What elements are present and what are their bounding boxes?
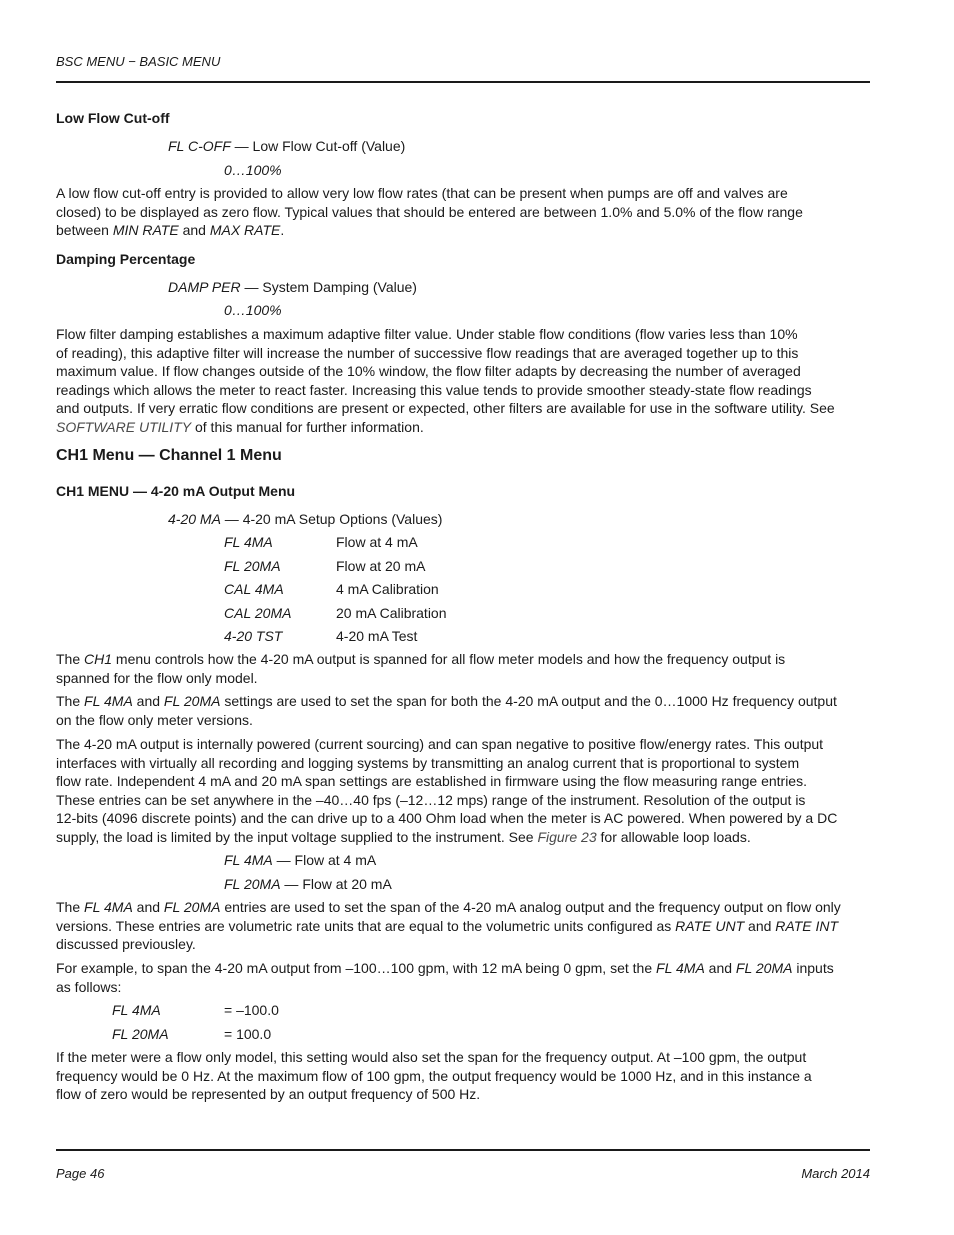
option-row xyxy=(224,557,624,581)
option-code: FL 20MA xyxy=(224,876,281,892)
text-run: for allowable loop loads. xyxy=(596,828,751,845)
example-code: FL 4MA xyxy=(112,1002,161,1018)
low-flow-paragraph xyxy=(56,184,872,240)
option-code: FL 20MA xyxy=(224,557,281,574)
text-line xyxy=(56,917,872,936)
software-utility-link[interactable]: SOFTWARE UTILITY xyxy=(56,418,192,435)
option-row xyxy=(224,533,624,557)
option-code: FL 4MA xyxy=(224,534,273,550)
option-line-damp-per xyxy=(168,278,417,297)
text-line: as follows: xyxy=(56,978,122,995)
option-desc: Flow at 4 mA xyxy=(336,534,418,550)
text-line xyxy=(56,418,872,437)
header-rule xyxy=(56,81,870,83)
term-fl-20ma: FL 20MA xyxy=(163,899,221,915)
option-table xyxy=(224,533,624,651)
section-heading-ch1: CH1 Menu — Channel 1 Menu xyxy=(56,447,282,464)
option-code: 4-20 TST xyxy=(224,628,283,644)
text-run: and xyxy=(744,917,776,934)
ch1-paragraph-1 xyxy=(56,650,872,687)
term-fl-4ma: FL 4MA xyxy=(656,960,705,976)
option-desc: — System Damping (Value) xyxy=(240,279,417,295)
term-fl-20ma: FL 20MA xyxy=(163,693,221,709)
text-line: interfaces with virtually all recording and logging systems by transmitting an analog current that is proportional to system xyxy=(56,754,800,771)
text-line: frequency would be 0 Hz. At the maximum flow of 100 gpm, the output frequency would be 1000 Hz, and in this instance a xyxy=(56,1067,812,1084)
text-run: The xyxy=(56,651,85,667)
text-line xyxy=(56,828,872,847)
text-run: and xyxy=(132,693,164,709)
text-line: These entries can be set anywhere in the –40…40 fps (–12…12 mps) range of the instrument. Resolution of the output is xyxy=(56,791,806,808)
term-min-rate: MIN RATE xyxy=(112,222,179,239)
text-line: flow rate. Independent 4 mA and 20 mA span settings are established in firmware using the flow measuring range entries. xyxy=(56,773,807,790)
text-line: The 4-20 mA output is internally powered (current sourcing) and can span negative to positive flow/energy rates. This output xyxy=(56,736,824,752)
option-range: 0…100% xyxy=(224,302,282,318)
text-run: . xyxy=(280,222,285,239)
option-code: CAL 20MA xyxy=(224,604,292,621)
term-fl-4ma: FL 4MA xyxy=(84,693,133,709)
option-desc: 4 mA Calibration xyxy=(336,581,439,597)
text-line xyxy=(56,692,872,711)
option-desc: — 4-20 mA Setup Options (Values) xyxy=(220,511,443,527)
page-number: Page 46 xyxy=(56,1166,105,1181)
flow-def-4ma xyxy=(224,851,376,870)
text-line: closed) to be displayed as zero flow. Typical values that should be entered are between 1.0% and 5.0% of the flow range xyxy=(56,203,803,220)
text-line xyxy=(56,898,872,917)
term-max-rate: MAX RATE xyxy=(209,222,281,239)
text-run: versions. These entries are volumetric rate units that are equal to the volumetric units configured as xyxy=(56,917,676,934)
option-code: FL C-OFF xyxy=(168,138,231,154)
text-line: spanned for the flow only model. xyxy=(56,669,258,686)
term-fl-4ma: FL 4MA xyxy=(84,899,133,915)
example-table xyxy=(112,1001,412,1048)
text-line xyxy=(56,959,872,978)
ch1-paragraph-2 xyxy=(56,692,872,729)
subheading-ch1-output: CH1 MENU — 4-20 mA Output Menu xyxy=(56,483,296,499)
text-run: The xyxy=(56,693,85,709)
text-line: 12-bits (4096 discrete points) and the can drive up to a 400 Ohm load when the meter is AC powered. When powered by a DC xyxy=(56,810,838,827)
text-run: settings are used to set the span for both the 4-20 mA output and the 0…1000 Hz frequency output xyxy=(220,693,837,709)
text-line: If the meter were a flow only model, this setting would also set the span for the frequency output. At –100 gpm, the output xyxy=(56,1049,807,1065)
term-rate-unt: RATE UNT xyxy=(675,917,745,934)
option-desc: 4-20 mA Test xyxy=(336,628,418,644)
option-code: 4-20 MA xyxy=(168,511,221,527)
text-run: The xyxy=(56,899,85,915)
running-header: BSC MENU − BASIC MENU xyxy=(56,54,221,69)
example-value: = –100.0 xyxy=(224,1002,279,1018)
term-ch1: CH1 xyxy=(84,651,113,667)
text-line: A low flow cut-off entry is provided to allow very low flow rates (that can be present when pumps are off and valves are xyxy=(56,185,788,201)
text-run: supply, the load is limited by the input voltage supplied to the instrument. See xyxy=(56,828,538,845)
option-row xyxy=(224,580,624,604)
text-line: of reading), this adaptive filter will increase the number of successive flow readings that are averaged together up to this xyxy=(56,344,799,361)
text-run: entries are used to set the span of the 4-20 mA analog output and the frequency output on flow only xyxy=(220,899,841,915)
text-line: flow of zero would be represented by an output frequency of 500 Hz. xyxy=(56,1086,481,1103)
footer-rule xyxy=(56,1149,870,1151)
figure-23-link[interactable]: Figure 23 xyxy=(537,828,597,845)
example-code: FL 20MA xyxy=(112,1025,169,1042)
option-code: FL 4MA xyxy=(224,852,273,868)
option-line-fl-c-off xyxy=(168,137,405,156)
option-code: DAMP PER xyxy=(168,279,241,295)
text-run: For example, to span the 4-20 mA output from –100…100 gpm, with 12 mA being 0 gpm, set the xyxy=(56,960,657,976)
text-run: inputs xyxy=(792,960,834,976)
option-code: CAL 4MA xyxy=(224,581,284,597)
text-line: Flow filter damping establishes a maximum adaptive filter value. Under stable flow conditions (flow varies less than 10% xyxy=(56,326,798,342)
footer-date: March 2014 xyxy=(801,1166,870,1181)
option-line-4-20-ma xyxy=(168,510,442,529)
text-run: and xyxy=(132,899,164,915)
option-desc: — Low Flow Cut-off (Value) xyxy=(230,138,406,154)
text-line: discussed previousley. xyxy=(56,936,196,953)
text-line: on the flow only meter versions. xyxy=(56,711,253,728)
ch1-paragraph-5 xyxy=(56,959,872,996)
text-run: menu controls how the 4-20 mA output is spanned for all flow meter models and how the frequency output is xyxy=(112,651,786,667)
text-line: maximum value. If flow changes outside of the 10% window, the flow filter adapts by decreasing the number of averaged xyxy=(56,363,801,380)
term-rate-int: RATE INT xyxy=(775,917,839,934)
option-range: 0…100% xyxy=(224,162,282,178)
option-desc: — Flow at 20 mA xyxy=(280,876,392,892)
flow-def-20ma xyxy=(224,875,392,894)
ch1-paragraph-3 xyxy=(56,735,872,847)
section-heading-low-flow: Low Flow Cut-off xyxy=(56,110,170,126)
option-row xyxy=(224,604,624,628)
text-run: between xyxy=(56,222,113,239)
term-fl-20ma: FL 20MA xyxy=(735,960,793,976)
example-row xyxy=(112,1001,412,1025)
text-line xyxy=(56,650,872,669)
text-run: of this manual for further information. xyxy=(191,418,424,435)
ch1-paragraph-4 xyxy=(56,898,872,954)
ch1-paragraph-6 xyxy=(56,1048,872,1104)
option-row xyxy=(224,627,624,651)
option-desc: Flow at 20 mA xyxy=(336,557,426,574)
example-value: = 100.0 xyxy=(224,1025,272,1042)
section-heading-damping: Damping Percentage xyxy=(56,251,196,267)
text-run: and xyxy=(704,960,736,976)
text-run: and xyxy=(178,222,210,239)
example-row xyxy=(112,1025,412,1049)
text-line: and outputs. If very erratic flow conditions are present or expected, other filters are available for use in the software utility. See xyxy=(56,400,835,417)
option-desc: — Flow at 4 mA xyxy=(272,852,377,868)
text-line xyxy=(56,221,872,240)
option-desc: 20 mA Calibration xyxy=(336,604,447,621)
text-line: readings which allows the meter to react faster. Increasing this value tends to provide smoother steady-state flow readings xyxy=(56,381,812,398)
damping-paragraph xyxy=(56,325,872,437)
